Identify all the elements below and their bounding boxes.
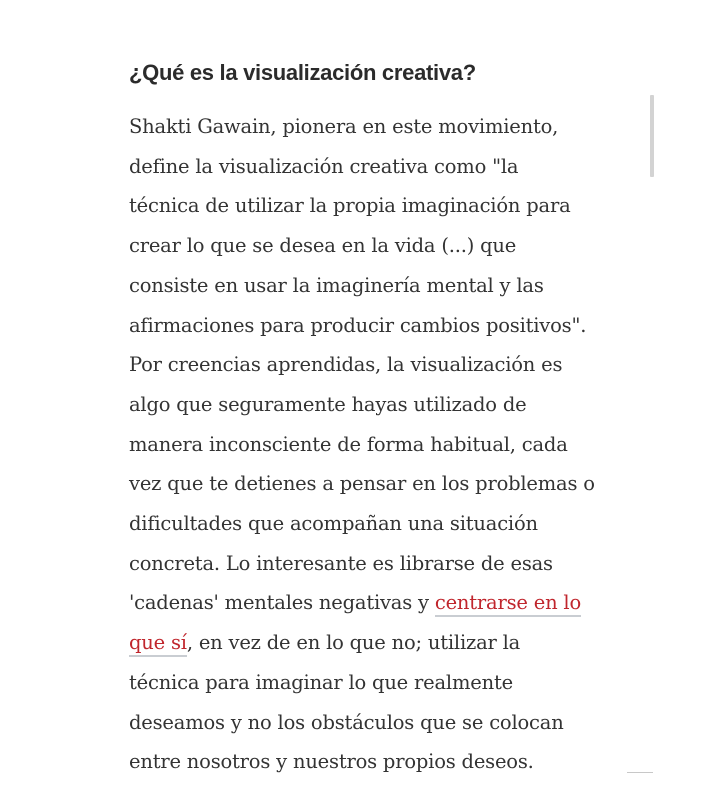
paragraph-line: entre nosotros y nuestros propios deseos.: [129, 750, 534, 774]
section-heading: ¿Qué es la visualización creativa?: [129, 60, 476, 85]
line-text: 'cadenas' mentales negativas y: [129, 591, 435, 615]
paragraph-line: consiste en usar la imaginería mental y las: [129, 273, 544, 297]
paragraph-line: técnica para imaginar lo que realmente: [129, 670, 513, 694]
inline-link-part2[interactable]: que sí: [129, 631, 187, 657]
paragraph-line: concreta. Lo interesante es librarse de esas: [129, 551, 553, 575]
paragraph-line: manera inconsciente de forma habitual, cada: [129, 432, 568, 456]
paragraph-line: afirmaciones para producir cambios positivos".: [129, 313, 587, 337]
line-text: , en vez de en lo que no; utilizar la: [186, 631, 521, 655]
scrollbar[interactable]: [650, 95, 654, 177]
paragraph-line: técnica de utilizar la propia imaginación para: [129, 194, 571, 218]
paragraph-line: define la visualización creativa como "la: [129, 154, 519, 178]
paragraph-line: algo que seguramente hayas utilizado de: [129, 392, 527, 416]
paragraph-line: vez que te detienes a pensar en los problemas o: [129, 472, 595, 496]
paragraph-line: Shakti Gawain, pionera en este movimiento,: [129, 115, 559, 138]
paragraph-line: deseamos y no los obstáculos que se colocan: [129, 710, 564, 734]
paragraph-line: dificultades que acompañan una situación: [129, 512, 538, 536]
paragraph-line: crear lo que se desea en la vida (...) que: [129, 234, 517, 258]
inline-link-part1[interactable]: centrarse en lo: [435, 591, 581, 617]
article-paragraph: [129, 107, 649, 782]
divider: [627, 772, 653, 773]
paragraph-line: Por creencias aprendidas, la visualización es: [129, 353, 563, 377]
paragraph-line: [129, 623, 649, 663]
paragraph-line: [129, 583, 649, 623]
